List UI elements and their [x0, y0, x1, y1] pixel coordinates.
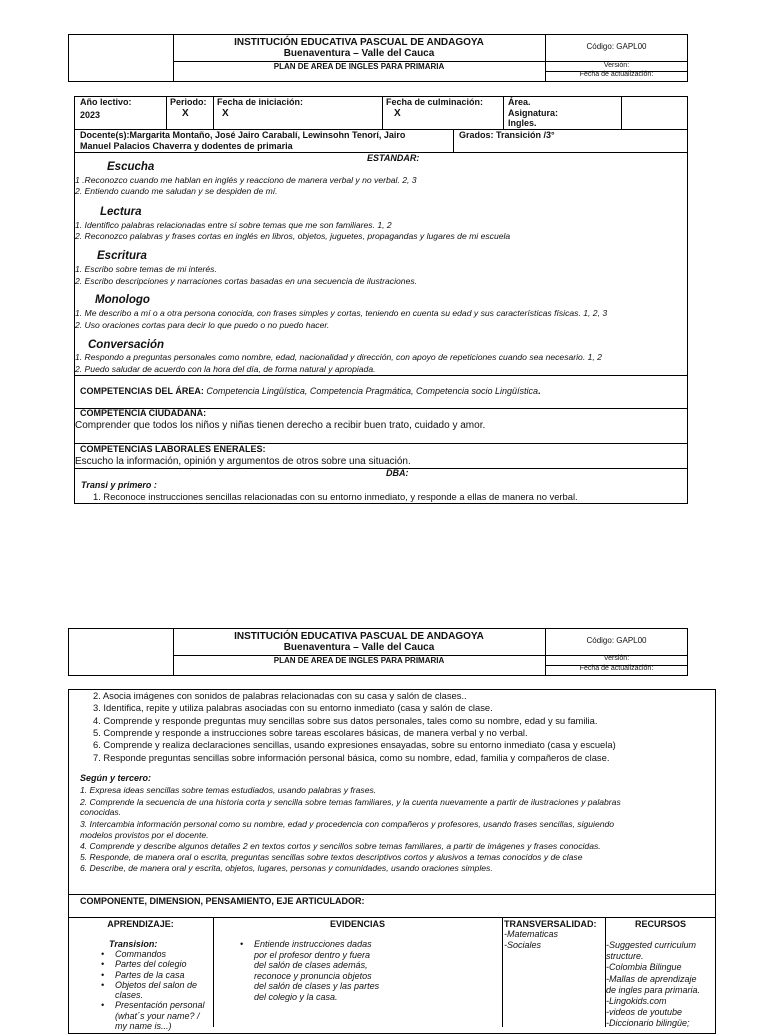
doc-code: Código: GAPL00 [586, 636, 647, 645]
evidence-line: del salón de clases y las partes [254, 981, 380, 991]
reading-item: 1. Identifico palabras relacionadas entre sí sobre temas que me son familiares. 1, 2 [75, 220, 392, 230]
learning-list [115, 949, 205, 1031]
institution-location: Buenaventura – Valle del Cauca [283, 48, 435, 59]
resource-item: structure. [606, 951, 644, 962]
dba-item: modelos provistos por el docente. [80, 830, 209, 840]
evidence-line: del colegio y la casa. [254, 991, 338, 1002]
subject-label: Asignatura: [508, 108, 559, 118]
reading-title: Lectura [100, 206, 142, 218]
start-label: Fecha de iniciación: [217, 97, 304, 107]
monologue-item: 1. Me describo a mí o a otra persona conocida, con frases simples y cortas, teniendo en cuenta su edad y sus características físicas. 1, 2, 3 [75, 308, 608, 318]
learning-item: • Objetos del salon de [115, 980, 205, 990]
labor-competency-text: Escucho la información, opinión y argumentos de otros sobre una situación. [75, 456, 411, 467]
dba-item: 4. Comprende y responde preguntas muy sencillas sobre sus datos personales, tales como su nombre, edad y su familia. [93, 715, 598, 726]
subject-value: Ingles. [508, 118, 537, 128]
doc-version: Versión: [603, 62, 630, 69]
institution-location: Buenaventura – Valle del Cauca [283, 642, 435, 653]
period-value: X [182, 108, 189, 119]
info-divider [621, 96, 622, 129]
period-label: Periodo: [170, 97, 207, 107]
dba-item: 2. Comprende la secuencia de una historia corta y sencilla sobre temas familiares, y la cuenta nuevamente a partir de ilustraciones y palabras [80, 797, 621, 807]
dba-item: 3. Intercambia información personal como su nombre, edad y procedencia con compañeros y profesores, usando frases sencillas, siguiendo [80, 819, 615, 829]
year-label: Año lectivo: [80, 97, 132, 107]
dba-item: 1. Reconoce instrucciones sencillas relacionadas con su entorno inmediato, y responde a ellas de manera no verbal. [93, 491, 578, 502]
monologue-title: Monologo [95, 294, 150, 306]
section-divider [74, 375, 688, 376]
resources-list [606, 940, 700, 1030]
table-divider [213, 917, 214, 1027]
writing-item: 2. Escribo descripciones y narraciones cortas basadas en una secuencia de ilustraciones. [75, 276, 418, 286]
institution-name: INSTITUCIÓN EDUCATIVA PASCUAL DE ANDAGOYA [234, 631, 484, 642]
teachers-line-1: Docente(s):Margarita Montaño, José Jairo Carabalí, Lewinsohn Tenorí, Jairo [80, 130, 406, 140]
learning-item: (what´s your name? / [115, 1010, 200, 1021]
transversal-item: -Sociales [504, 939, 542, 950]
dba-item: conocidas. [80, 807, 122, 817]
col-learning-header: APRENDIZAJE: [107, 919, 174, 929]
start-value: X [222, 108, 229, 119]
resource-item: -Suggested curriculum [606, 940, 697, 950]
resource-item: -videos de youtube [606, 1007, 683, 1018]
listening-item: 1 .Reconozco cuando me hablan en inglés y reacciono de manera verbal y no verbal. 2, 3 [75, 175, 417, 185]
dba-item: 5. Comprende y responde a instrucciones sobre tareas escolares básicas, de manera verbal y no verbal. [93, 727, 528, 738]
listening-item: 2. Entiendo cuando me saludan y se despiden de mí. [75, 186, 278, 196]
dba-group2-title: Según y tercero: [80, 773, 152, 783]
doc-update: Fecha de actualización: [579, 665, 654, 672]
section-divider [74, 468, 688, 469]
area-competencies-label: COMPETENCIAS DEL ÁREA: [80, 386, 204, 396]
dba-item: 2. Asocia imágenes con sonidos de palabras relacionadas con su casa y salón de clases.. [93, 690, 467, 701]
info-divider [166, 96, 167, 129]
area-competencies-text: Competencia Lingüística, Competencia Pragmática, Competencia socio Lingüística [206, 386, 539, 396]
conversation-item: 2. Puedo saludar de acuerdo con la hora del día, de forma natural y apropiada. [75, 364, 376, 374]
resource-item: -Diccionario bilingüe; [606, 1018, 690, 1029]
col-resources-header: RECURSOS [634, 919, 686, 929]
monologue-item: 2. Uso oraciones cortas para decir lo que puedo o no puedo hacer. [75, 320, 330, 330]
dba-item: 7. Responde preguntas sencillas sobre información personal básica, como su nombre, edad, familia y compañeros de clase. [93, 752, 610, 763]
learning-item: • Partes del colegio [115, 959, 205, 969]
col-transversal-header: TRANSVERSALIDAD: [504, 919, 597, 929]
resource-item: -Lingokids.com [606, 996, 667, 1007]
listening-title: Escucha [107, 161, 155, 173]
year-value: 2023 [80, 110, 101, 120]
transversal-item: -Matematicas [504, 929, 559, 939]
info-divider [453, 129, 454, 152]
area-competencies: COMPETENCIAS DEL ÁREA: Competencia Lingüística, Competencia Pragmática, Competencia socio Lingüística. [80, 386, 541, 396]
writing-item: 1. Escribo sobre temas de mi interés. [75, 264, 217, 274]
plan-title: PLAN DE AREA DE INGLES PARA PRIMARIA [273, 62, 445, 71]
conversation-item: 1. Respondo a preguntas personales como nombre, edad, nacionalidad y dirección, con apoyo de repeticiones cuando sea necesario. 1, 2 [75, 352, 602, 362]
learning-item: • Presentación personal [115, 1000, 205, 1010]
plan-title: PLAN DE AREA DE INGLES PARA PRIMARIA [273, 656, 445, 665]
dba-group1-title: Transi y primero : [81, 480, 157, 490]
dba-item: 6. Describe, de manera oral y escrita, objetos, lugares, personas y comunidades, usando oraciones simples. [80, 863, 493, 873]
dba-item: 1. Expresa ideas sencillas sobre temas estudiados, usando palabras y frases. [80, 785, 377, 795]
teachers-line-2: Manuel Palacios Chaverra y dodentes de primaria [80, 141, 293, 151]
table-divider [502, 917, 503, 1027]
learning-item: clases. [115, 990, 144, 1001]
dba-item: 3. Identifica, repite y utiliza palabras asociadas con su entorno inmediato (casa y salón de clase. [93, 702, 493, 713]
citizen-competency-label: COMPETENCIA CIUDADANA: [80, 408, 207, 418]
section-divider [68, 917, 716, 918]
writing-title: Escritura [97, 250, 147, 262]
institution-name: INSTITUCIÓN EDUCATIVA PASCUAL DE ANDAGOYA [234, 37, 484, 48]
dba-item: 6. Comprende y realiza declaraciones sencillas, usando expresiones ensayadas, sobre su entorno inmediato (casa y escuela) [93, 739, 616, 750]
standard-heading: ESTANDAR: [367, 153, 420, 163]
info-divider [213, 96, 214, 129]
component-heading: COMPONENTE, DIMENSION, PENSAMIENTO, EJE ARTICULADOR: [80, 896, 365, 906]
col-evidence-header: EVIDENCIAS [329, 919, 385, 929]
dba-heading: DBA: [386, 468, 409, 478]
learning-title: Transision: [109, 939, 158, 949]
evidence-line: por el profesor dentro y fuera [254, 949, 371, 960]
dba-item: 4. Comprende y describe algunos detalles 2 en textos cortos y sencillos sobre temas familiares, a partir de imágenes y frases conocidas. [80, 841, 601, 851]
learning-item: my name is...) [115, 1021, 172, 1032]
section-divider [68, 894, 716, 895]
doc-version: Versión: [603, 655, 630, 662]
info-divider [503, 96, 504, 129]
evidence-list [254, 939, 379, 1002]
doc-code: Código: GAPL00 [586, 42, 647, 51]
learning-item: • Partes de la casa [115, 970, 205, 980]
end-value: X [394, 108, 401, 119]
conversation-title: Conversación [88, 339, 165, 351]
doc-update: Fecha de actualización: [579, 71, 654, 78]
evidence-line: • Entiende instrucciones dadas [254, 939, 379, 950]
evidence-line: reconoce y pronuncia objetos [254, 970, 372, 981]
learning-item: • Commandos [115, 949, 205, 959]
dba-item: 5. Responde, de manera oral o escrita, preguntas sencillas sobre textos descriptivos cortos y alusivos a temas conocidos y de clase [80, 852, 583, 862]
area-label: Área. [508, 97, 531, 107]
evidence-line: del salón de clases además, [254, 960, 368, 970]
end-label: Fecha de culminación: [386, 97, 484, 107]
reading-item: 2. Reconozco palabras y frases cortas en inglés en libros, objetos, juguetes, propagandas y lugares de mi escuela [75, 231, 511, 241]
resource-item: -Mallas de aprendizaje [606, 973, 697, 984]
grades-label: Grados: Transición /3° [459, 130, 555, 140]
info-divider [382, 96, 383, 129]
labor-competency-label: COMPETENCIAS LABORALES ENERALES: [80, 444, 266, 454]
resource-item: de ingles para primaria. [606, 984, 701, 995]
citizen-competency-text: Comprender que todos los niños y niñas tienen derecho a recibir buen trato, cuidado y amor. [75, 420, 486, 431]
transversal-list [504, 929, 558, 950]
resource-item: -Colombia Bilingue [606, 962, 682, 973]
